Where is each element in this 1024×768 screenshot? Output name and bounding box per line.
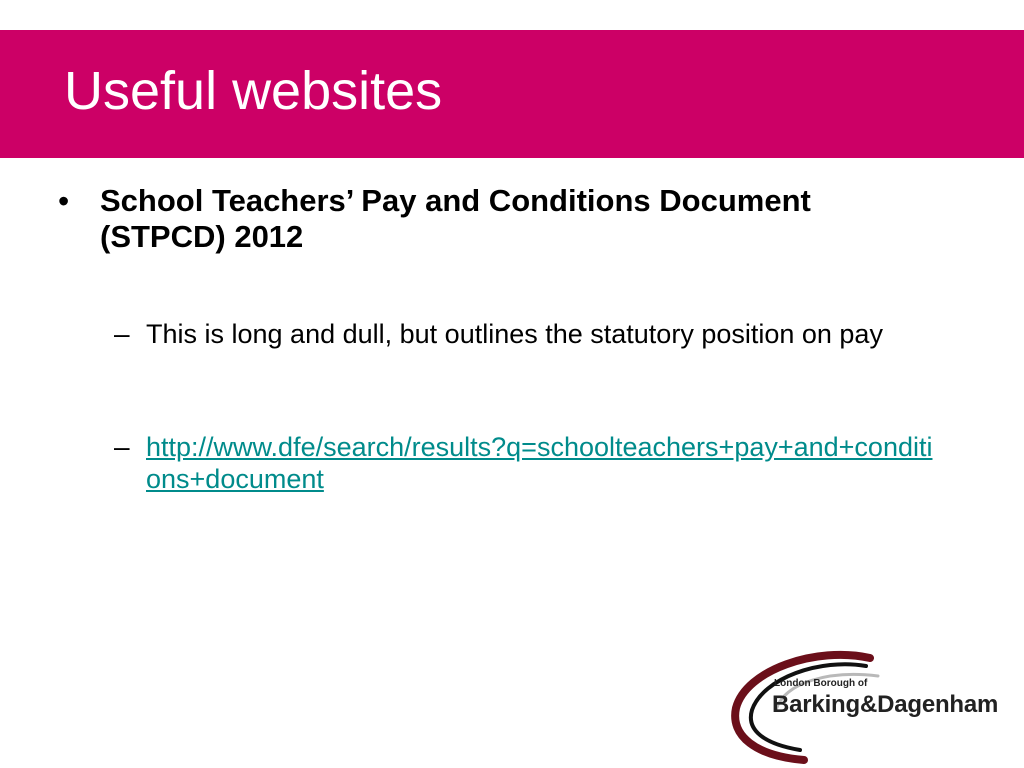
logo-small-text: London Borough of: [774, 678, 868, 689]
stpcd-link[interactable]: http://www.dfe/search/results?q=schoolteachers+pay+and+conditions+document: [146, 432, 933, 494]
bullet-marker: •: [58, 183, 70, 219]
sub-bullet-link: [114, 431, 974, 495]
dash-marker: –: [114, 318, 130, 349]
dash-marker: –: [114, 431, 130, 462]
bullet-text: School Teachers’ Pay and Conditions Document (STPCD) 2012: [100, 183, 811, 254]
logo-main-text: Barking&Dagenham: [772, 691, 999, 718]
slide-title: Useful websites: [64, 61, 443, 121]
description-text: This is long and dull, but outlines the statutory position on pay: [146, 319, 883, 349]
main-bullet: [58, 183, 958, 255]
council-logo: [728, 648, 1020, 766]
sub-bullet-description: [114, 318, 974, 350]
bullet-row: [58, 183, 958, 255]
